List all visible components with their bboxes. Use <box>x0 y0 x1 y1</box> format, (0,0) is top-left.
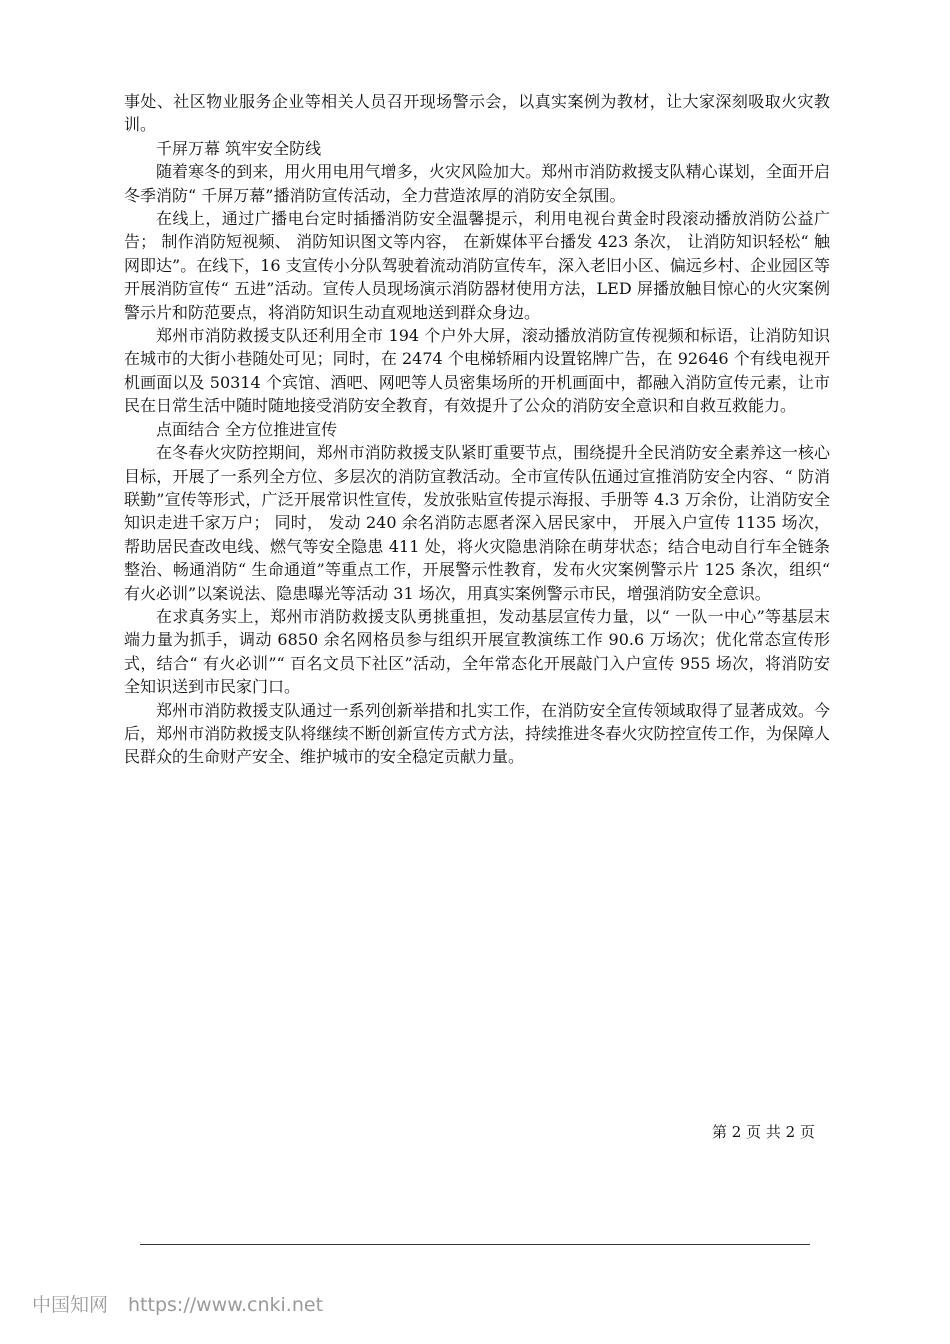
cnki-logo-text: 中国知网 <box>32 1294 109 1316</box>
paragraph-winter-spring-prevention: 在冬春火灾防控期间，郑州市消防救援支队紧盯重要节点，围绕提升全民消防安全素养这一核心目标，开展了一系列全方位、多层次的消防宣教活动。全市宣传队伍通过宣推消防安全内容、“ 防消联勤”宣传等形式，广泛开展常识性宣传，发放张贴宣传提示海报、手册等 4.3 万余份，让消防安全知识走进千家万户； 同时， 发动 240 余名消防志愿者深入居民家中， 开展入户宣传 1135 场次，帮助居民查改电线、燃气等安全隐患 411 处，将火灾隐患消除在萌芽状态；结合电动自行车全链条整治、畅通消防“ 生命通道”等重点工作，开展警示性教育，发布火灾案例警示片 125 条次，组织“ 有火必训”以案说法、隐患曝光等活动 31 场次，用真实案例警示市民，增强消防安全意识。 <box>124 443 830 603</box>
paragraph-continuation: 事处、社区物业服务企业等相关人员召开现场警示会，以真实案例为教材，让大家深刻吸取火灾教训。 <box>124 92 830 135</box>
paragraph-winter-campaign: 随着寒冬的到来，用火用电用气增多，火灾风险加大。郑州市消防救援支队精心谋划，全面开启冬季消防“ 千屏万幕”播消防宣传活动，全力营造浓厚的消防安全氛围。 <box>124 162 830 205</box>
document-body <box>124 90 830 769</box>
section-heading-comprehensive: 点面结合 全方位推进宣传 <box>156 419 338 439</box>
page-number: 第 2 页 共 2 页 <box>712 1123 815 1141</box>
footer-divider <box>140 1244 810 1245</box>
section-heading-screens: 千屏万幕 筑牢安全防线 <box>156 138 322 158</box>
cnki-watermark <box>32 1293 323 1317</box>
cnki-url[interactable]: https://www.cnki.net <box>128 1294 324 1316</box>
paragraph-grassroots: 在求真务实上，郑州市消防救援支队勇挑重担，发动基层宣传力量，以“ 一队一中心”等基层末端力量为抓手，调动 6850 余名网格员参与组织开展宣教演练工作 90.6 万场次；优化常态宣传形式，结合“ 有火必训”“ 百名文员下社区”活动，全年常态化开展敲门入户宣传 955 场次，将消防安全知识送到市民家门口。 <box>124 606 830 697</box>
paragraph-conclusion: 郑州市消防救援支队通过一系列创新举措和扎实工作，在消防安全宣传领域取得了显著成效。今后，郑州市消防救援支队将继续不断创新宣传方式方法，持续推进冬春火灾防控宣传工作，为保障人民群众的生命财产安全、维护城市的安全稳定贡献力量。 <box>124 700 830 767</box>
paragraph-online-offline: 在线上，通过广播电台定时插播消防安全温馨提示，利用电视台黄金时段滚动播放消防公益广告； 制作消防短视频、 消防知识图文等内容， 在新媒体平台播发 423 条次， 让消防知识轻松“ 触网即达”。在线下，16 支宣传小分队驾驶着流动消防宣传车，深入老旧小区、偏远乡村、企业园区等开展消防宣传“ 五进”活动。宣传人员现场演示消防器材使用方法，LED 屏播放触目惊心的火灾案例警示片和防范要点，将消防知识生动直观地送到群众身边。 <box>124 209 830 322</box>
paragraph-outdoor-screens: 郑州市消防救援支队还利用全市 194 个户外大屏，滚动播放消防宣传视频和标语，让消防知识在城市的大街小巷随处可见；同时，在 2474 个电梯轿厢内设置铭牌广告，在 92646 个有线电视开机画面以及 50314 个宾馆、酒吧、网吧等人员密集场所的开机画面中，都融入消防宣传元素，让市民在日常生活中随时随地接受消防安全教育，有效提升了公众的消防安全意识和自救互救能力。 <box>124 326 830 416</box>
